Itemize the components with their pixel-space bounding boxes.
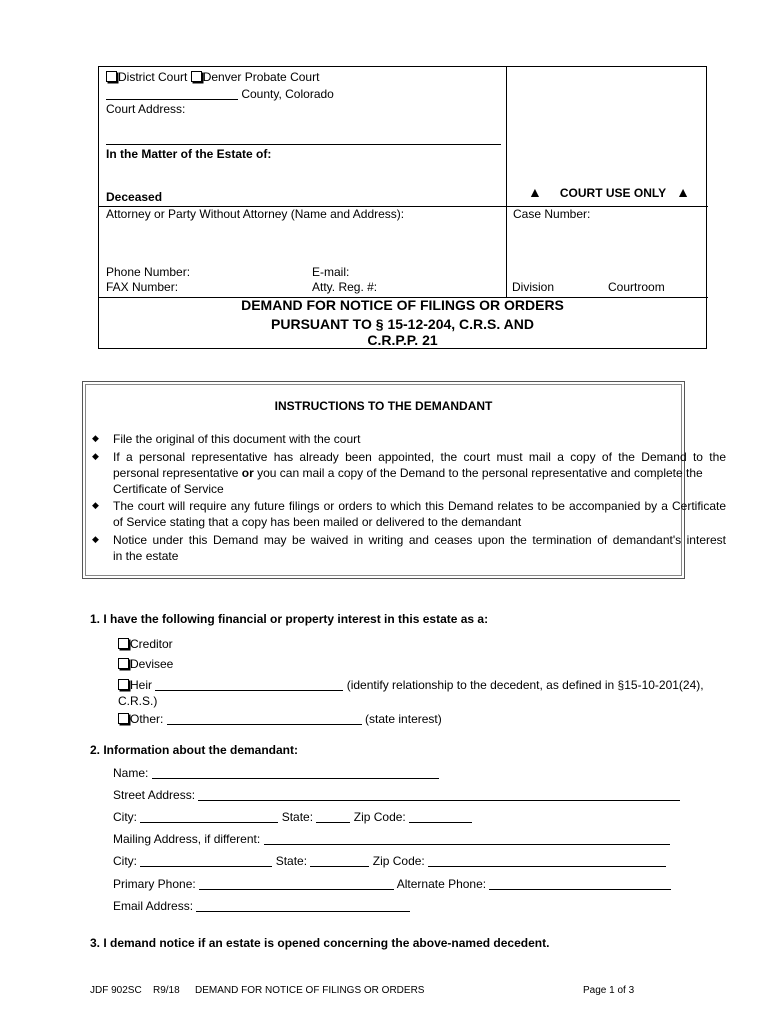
zip-label: Zip Code: <box>353 810 406 824</box>
court-use-only-label: COURT USE ONLY <box>559 186 667 200</box>
instruction-1: File the original of this document with the court <box>113 432 361 446</box>
instruction-2-text: personal representative <box>113 466 239 480</box>
email-label: E-mail: <box>312 265 350 279</box>
mailing-city-field[interactable] <box>140 855 272 867</box>
county-field[interactable] <box>106 88 238 100</box>
bullet-diamond-icon: ◆ <box>92 451 99 461</box>
primary-phone-label: Primary Phone: <box>113 877 196 891</box>
county-suffix: County, Colorado <box>241 87 334 101</box>
primary-phone-field[interactable] <box>199 878 394 890</box>
form-title-line-2: PURSUANT TO § 15-12-204, C.R.S. AND <box>271 316 534 332</box>
zip-field[interactable] <box>409 811 472 823</box>
deceased-label: Deceased <box>106 190 163 204</box>
instruction-2-line-2 <box>113 466 703 480</box>
heir-label: Heir <box>130 678 153 692</box>
mailing-label: Mailing Address, if different: <box>113 832 261 846</box>
bullet-diamond-icon: ◆ <box>92 433 99 443</box>
phone-row <box>113 877 671 891</box>
district-court-label: District Court <box>118 70 188 84</box>
zip-label: Zip Code: <box>372 854 425 868</box>
atty-reg-label: Atty. Reg. #: <box>312 280 378 294</box>
heir-note: (identify relationship to the decedent, as defined in §15-10-201(24), <box>346 678 704 692</box>
section-1-heading: 1. I have the following financial or property interest in this estate as a: <box>90 612 489 626</box>
bullet-diamond-icon: ◆ <box>92 500 99 510</box>
street-label: Street Address: <box>113 788 196 802</box>
other-option <box>118 712 442 726</box>
matter-label: In the Matter of the Estate of: <box>106 147 272 161</box>
instruction-3-line-2: of Service stating that a copy has been mailed or delivered to the demandant <box>113 515 522 529</box>
fax-label: FAX Number: <box>106 280 179 294</box>
state-label: State: <box>281 810 314 824</box>
county-line <box>106 87 334 101</box>
matter-name-line <box>106 144 501 145</box>
email-row <box>113 899 410 913</box>
devisee-label: Devisee <box>130 657 174 671</box>
instruction-2-line-1: If a personal representative has already been appointed, the court must mail a copy of the Demand to the <box>113 450 726 464</box>
other-note: (state interest) <box>365 712 442 726</box>
other-interest-field[interactable] <box>167 713 362 725</box>
instruction-3-line-1: The court will require any future filings or orders to which this Demand relates to be accompanied by a Certificate <box>113 499 726 513</box>
instruction-4-line-1: Notice under this Demand may be waived in writing and ceases upon the termination of demandant's interest <box>113 533 726 547</box>
heir-option <box>118 678 704 692</box>
email-address-field[interactable] <box>196 900 410 912</box>
mailing-row <box>113 832 670 846</box>
footer-page: Page 1 of 3 <box>583 985 635 996</box>
caption-vertical-divider <box>506 67 507 297</box>
email-address-label: Email Address: <box>113 899 194 913</box>
state-field[interactable] <box>316 811 350 823</box>
city-label: City: <box>113 854 137 868</box>
instruction-2-or: or <box>241 466 254 480</box>
alternate-phone-field[interactable] <box>489 878 671 890</box>
form-title-line-3: C.R.P.P. 21 <box>367 332 438 348</box>
triangle-up-icon: ▲ <box>676 184 690 200</box>
mailing-state-field[interactable] <box>310 855 369 867</box>
mailing-zip-field[interactable] <box>428 855 666 867</box>
denver-probate-label: Denver Probate Court <box>202 70 320 84</box>
alternate-phone-label: Alternate Phone: <box>396 877 487 891</box>
court-selection <box>106 70 319 84</box>
city-row-1 <box>113 810 472 824</box>
city-label: City: <box>113 810 137 824</box>
district-court-checkbox[interactable] <box>106 71 117 82</box>
heir-checkbox[interactable] <box>118 679 129 690</box>
court-address-label: Court Address: <box>106 102 186 116</box>
triangle-up-icon: ▲ <box>528 184 542 200</box>
footer-form-title: DEMAND FOR NOTICE OF FILINGS OR ORDERS <box>195 985 425 996</box>
case-number-label: Case Number: <box>513 207 591 221</box>
heir-note-2: C.R.S.) <box>118 694 158 708</box>
footer-revision: R9/18 <box>153 985 180 996</box>
instruction-2-line-3: Certificate of Service <box>113 482 224 496</box>
courtroom-label: Courtroom <box>608 280 665 294</box>
instructions-heading: INSTRUCTIONS TO THE DEMANDANT <box>274 399 493 413</box>
name-row <box>113 766 439 780</box>
phone-label: Phone Number: <box>106 265 191 279</box>
city-field[interactable] <box>140 811 278 823</box>
creditor-option <box>118 637 173 651</box>
section-2-heading: 2. Information about the demandant: <box>90 743 299 757</box>
devisee-option <box>118 657 173 671</box>
division-label: Division <box>512 280 555 294</box>
attorney-label: Attorney or Party Without Attorney (Name and Address): <box>106 207 405 221</box>
street-field[interactable] <box>198 789 680 801</box>
footer-form-id: JDF 902SC <box>90 985 142 996</box>
instruction-2-text: you can mail a copy of the Demand to the personal representative and complete the <box>257 466 703 480</box>
creditor-checkbox[interactable] <box>118 638 129 649</box>
court-use-only <box>528 184 690 200</box>
name-label: Name: <box>113 766 149 780</box>
heir-relationship-field[interactable] <box>155 679 343 691</box>
city-row-2 <box>113 854 666 868</box>
mailing-field[interactable] <box>264 833 670 845</box>
devisee-checkbox[interactable] <box>118 658 129 669</box>
creditor-label: Creditor <box>130 637 173 651</box>
instruction-4-line-2: in the estate <box>113 549 179 563</box>
form-title-line-1: DEMAND FOR NOTICE OF FILINGS OR ORDERS <box>241 297 564 313</box>
name-field[interactable] <box>152 767 439 779</box>
state-label: State: <box>275 854 308 868</box>
other-label: Other: <box>130 712 164 726</box>
other-checkbox[interactable] <box>118 713 129 724</box>
bullet-diamond-icon: ◆ <box>92 534 99 544</box>
street-row <box>113 788 680 802</box>
denver-probate-checkbox[interactable] <box>191 71 202 82</box>
section-3-heading: 3. I demand notice if an estate is opened concerning the above-named decedent. <box>90 936 550 950</box>
